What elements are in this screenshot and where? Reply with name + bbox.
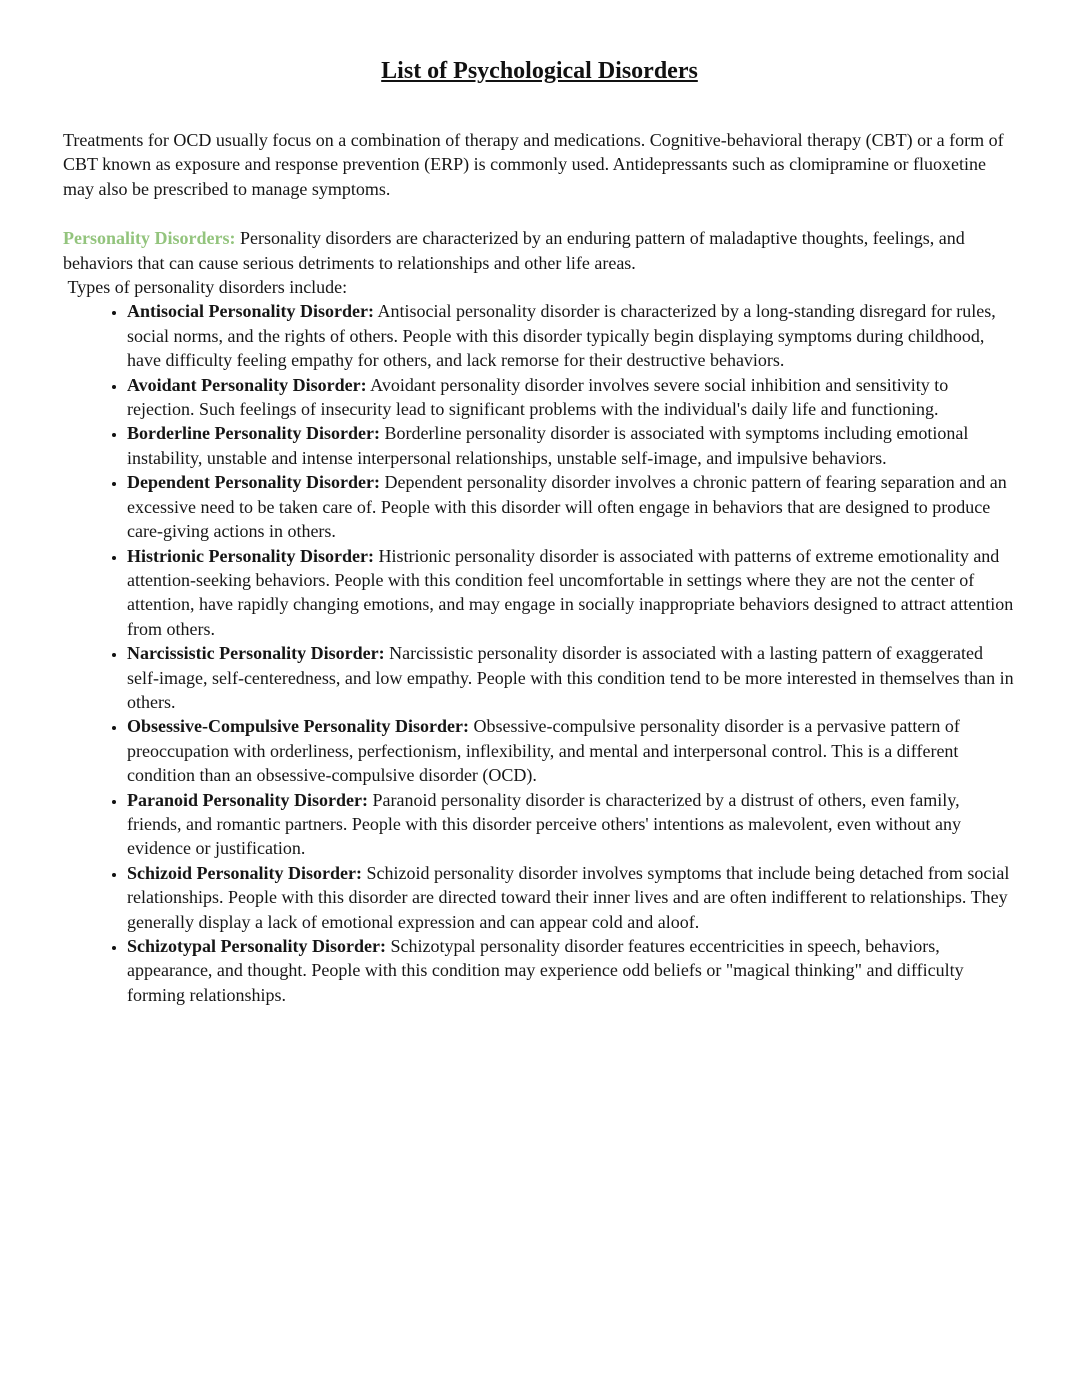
- disorder-term: Schizoid Personality Disorder:: [127, 862, 362, 883]
- disorder-term: Paranoid Personality Disorder:: [127, 789, 368, 810]
- section-heading: Personality Disorders:: [63, 228, 236, 249]
- disorder-description: Avoidant personality disorder involves severe social inhibition and sensitivity to rejection. Such feelings of insecurity lead to significant problems with the individual's daily life and functioning.: [127, 374, 949, 420]
- disorder-description: Schizotypal personality disorder features eccentricities in speech, behaviors, appearance, and thought. People with this condition may experience odd beliefs or "magical thinking" and difficulty forming relationships.: [127, 936, 964, 1005]
- disorder-description: Obsessive-compulsive personality disorder is a pervasive pattern of preoccupation with orderliness, perfectionism, inflexibility, and mental and interpersonal control. This is a different condition than an obsessive-compulsive disorder (OCD).: [127, 716, 960, 786]
- disorder-term: Antisocial Personality Disorder:: [127, 301, 374, 322]
- disorder-description: Borderline personality disorder is associated with symptoms including emotional instability, unstable and intense interpersonal relationships, unstable self-image, and impulsive behaviors.: [127, 423, 969, 468]
- disorder-term: Borderline Personality Disorder:: [127, 423, 380, 444]
- intro-paragraph: Treatments for OCD usually focus on a combination of therapy and medications. Cognitive-behavioral therapy (CBT) or a form of CBT known as exposure and response prevention (ERP) is commonly used. Antidepressants such as clomipramine or fluoxetine may also be prescribed to manage symptoms.: [63, 130, 1004, 199]
- list-item-antisocial: [127, 299, 1016, 372]
- disorder-description: Histrionic personality disorder is associated with patterns of extreme emotionality and attention-seeking behaviors. People with this condition feel uncomfortable in settings where they are not the center of attention, have rapidly changing emotions, and may engage in socially inappropriate behaviors designed to attract attention from others.: [127, 545, 1014, 639]
- section-description: Personality disorders are characterized by an enduring pattern of maladaptive thoughts, feelings, and behaviors that can cause serious detriments to relationships and other life areas.: [63, 228, 965, 273]
- disorder-description: Schizoid personality disorder involves symptoms that include being detached from social relationships. People with this disorder are directed toward their inner lives and are often indifferent to relationships. They generally display a lack of emotional expression and can appear cold and aloof.: [127, 862, 1010, 932]
- list-intro: Types of personality disorders include:: [63, 277, 348, 298]
- list-item-histrionic: [127, 544, 1016, 642]
- list-item-narcissistic: [127, 641, 1016, 714]
- list-item-avoidant: [127, 373, 1016, 422]
- disorder-description: Dependent personality disorder involves a chronic pattern of fearing separation and an excessive need to be taken care of. People with this disorder will often engage in behaviors that are designed to produce care-giving actions in others.: [127, 472, 1007, 542]
- disorders-list: [63, 299, 1016, 1007]
- list-item-paranoid: [127, 788, 1016, 861]
- disorder-description: Antisocial personality disorder is characterized by a long-standing disregard for rules, social norms, and the rights of others. People with this disorder typically begin displaying symptoms during childhood, have difficulty feeling empathy for others, and lack remorse for their destructive behaviors.: [127, 301, 996, 371]
- personality-disorders-paragraph: [63, 226, 1016, 275]
- disorder-term: Histrionic Personality Disorder:: [127, 545, 374, 566]
- disorder-description: Paranoid personality disorder is characterized by a distrust of others, even family, friends, and romantic partners. People with this disorder perceive others' intentions as malevolent, even without any evidence or justification.: [127, 789, 962, 859]
- disorder-description: Narcissistic personality disorder is associated with a lasting pattern of exaggerated self-image, self-centeredness, and low empathy. People with this condition tend to be more interested in themselves than in others.: [127, 643, 1014, 712]
- list-item-schizoid: [127, 861, 1016, 934]
- disorder-term: Dependent Personality Disorder:: [127, 472, 380, 493]
- list-item-schizotypal: [127, 934, 1016, 1007]
- disorder-term: Avoidant Personality Disorder:: [127, 374, 367, 395]
- list-item-borderline: [127, 421, 1016, 470]
- list-item-obsessive-compulsive: [127, 714, 1016, 787]
- list-item-dependent: [127, 470, 1016, 543]
- page-title: List of Psychological Disorders: [381, 58, 698, 84]
- disorder-term: Narcissistic Personality Disorder:: [127, 643, 385, 664]
- disorder-term: Obsessive-Compulsive Personality Disorder:: [127, 716, 469, 737]
- disorder-term: Schizotypal Personality Disorder:: [127, 936, 386, 956]
